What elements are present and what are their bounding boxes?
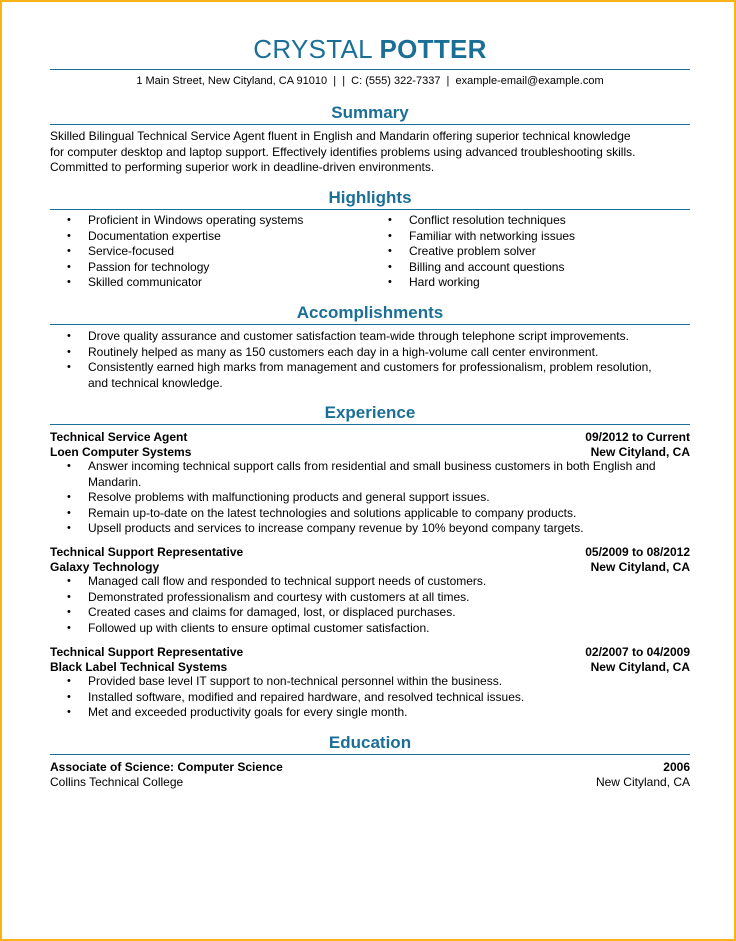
summary-rule [50, 124, 690, 125]
accomplishments-rule [50, 324, 690, 325]
job-bullets [50, 674, 700, 721]
list-item: • Answer incoming technical support calls from residential and small business customers in both English and [50, 459, 700, 475]
job-location: New Cityland, CA [590, 660, 690, 674]
list-item: • Remain up-to-date on the latest technologies and solutions applicable to company products. [50, 506, 700, 522]
job-dates: 02/2007 to 04/2009 [585, 645, 690, 659]
education-rule [50, 754, 690, 755]
degree: Associate of Science: Computer Science [50, 760, 283, 774]
list-item: • Met and exceeded productivity goals for every single month. [50, 705, 700, 721]
list-item: • Conflict resolution techniques [371, 213, 690, 229]
highlights-right-list [371, 213, 690, 291]
list-item: • Documentation expertise [50, 229, 370, 245]
contact-line: 1 Main Street, New Cityland, CA 91010 | | C: (555) 322-7337 | example-email@example.com [136, 75, 604, 87]
school: Collins Technical College [50, 775, 184, 789]
experience-heading: Experience [324, 403, 416, 422]
list-item: • Resolve problems with malfunctioning products and general support issues. [50, 490, 700, 506]
job-title: Technical Support Representative [50, 545, 244, 559]
job-title: Technical Service Agent [50, 430, 188, 444]
job-dates: 09/2012 to Current [585, 430, 690, 444]
list-item: • Service-focused [50, 244, 370, 260]
summary-text [50, 129, 695, 176]
accomplishments-heading: Accomplishments [296, 303, 444, 322]
job-bullets [50, 574, 700, 636]
list-item: • Creative problem solver [371, 244, 690, 260]
list-item-continuation: Mandarin. [88, 474, 142, 489]
accomplishments-list [50, 329, 700, 391]
job-company: Black Label Technical Systems [50, 660, 228, 674]
list-item: • Provided base level IT support to non-technical personnel within the business. [50, 674, 700, 690]
list-item-continuation: and technical knowledge. [88, 375, 223, 390]
job-dates: 05/2009 to 08/2012 [585, 545, 690, 559]
summary-line: Skilled Bilingual Technical Service Agent fluent in English and Mandarin offering superior technical knowledge [50, 129, 631, 143]
first-name: CRYSTAL [253, 34, 372, 64]
list-item: • Demonstrated professionalism and courtesy with customers at all times. [50, 590, 700, 606]
last-name: POTTER [379, 34, 487, 64]
job-title: Technical Support Representative [50, 645, 244, 659]
list-item: • Passion for technology [50, 260, 370, 276]
resume-page [2, 2, 734, 939]
list-item: • Hard working [371, 275, 690, 291]
summary-heading: Summary [331, 103, 409, 122]
list-item: • Created cases and claims for damaged, lost, or displaced purchases. [50, 605, 700, 621]
highlights-heading: Highlights [328, 188, 412, 207]
header-rule [50, 69, 690, 70]
candidate-name [50, 34, 690, 65]
experience-rule [50, 424, 690, 425]
summary-line: Committed to performing superior work in deadline-driven environments. [50, 160, 435, 175]
list-item: • Drove quality assurance and customer satisfaction team-wide through telephone script improvements. [50, 329, 700, 345]
list-item: • Familiar with networking issues [371, 229, 690, 245]
job-company: Loen Computer Systems [50, 445, 192, 459]
list-item: • Upsell products and services to increase company revenue by 10% beyond company targets. [50, 521, 700, 537]
job-company: Galaxy Technology [50, 560, 160, 574]
graduation-year: 2006 [663, 760, 690, 774]
list-item: • Followed up with clients to ensure optimal customer satisfaction. [50, 621, 700, 637]
list-item: • Billing and account questions [371, 260, 690, 276]
job-location: New Cityland, CA [590, 445, 690, 459]
list-item: • Proficient in Windows operating systems [50, 213, 370, 229]
highlights-rule [50, 209, 690, 210]
job-location: New Cityland, CA [590, 560, 690, 574]
school-location: New Cityland, CA [595, 775, 690, 789]
list-item: • Managed call flow and responded to technical support needs of customers. [50, 574, 700, 590]
education-heading: Education [328, 733, 412, 752]
job-bullets [50, 459, 700, 537]
list-item: • Skilled communicator [50, 275, 370, 291]
summary-line: for computer desktop and laptop support. Effectively identifies problems using advanced troubleshooting skills. [50, 144, 636, 159]
list-item: • Installed software, modified and repaired hardware, and resolved technical issues. [50, 690, 700, 706]
highlights-left-list [50, 213, 370, 291]
list-item: • Consistently earned high marks from management and customers for professionalism, problem resolution, [50, 360, 700, 376]
list-item: • Routinely helped as many as 150 customers each day in a high-volume call center environment. [50, 345, 700, 361]
